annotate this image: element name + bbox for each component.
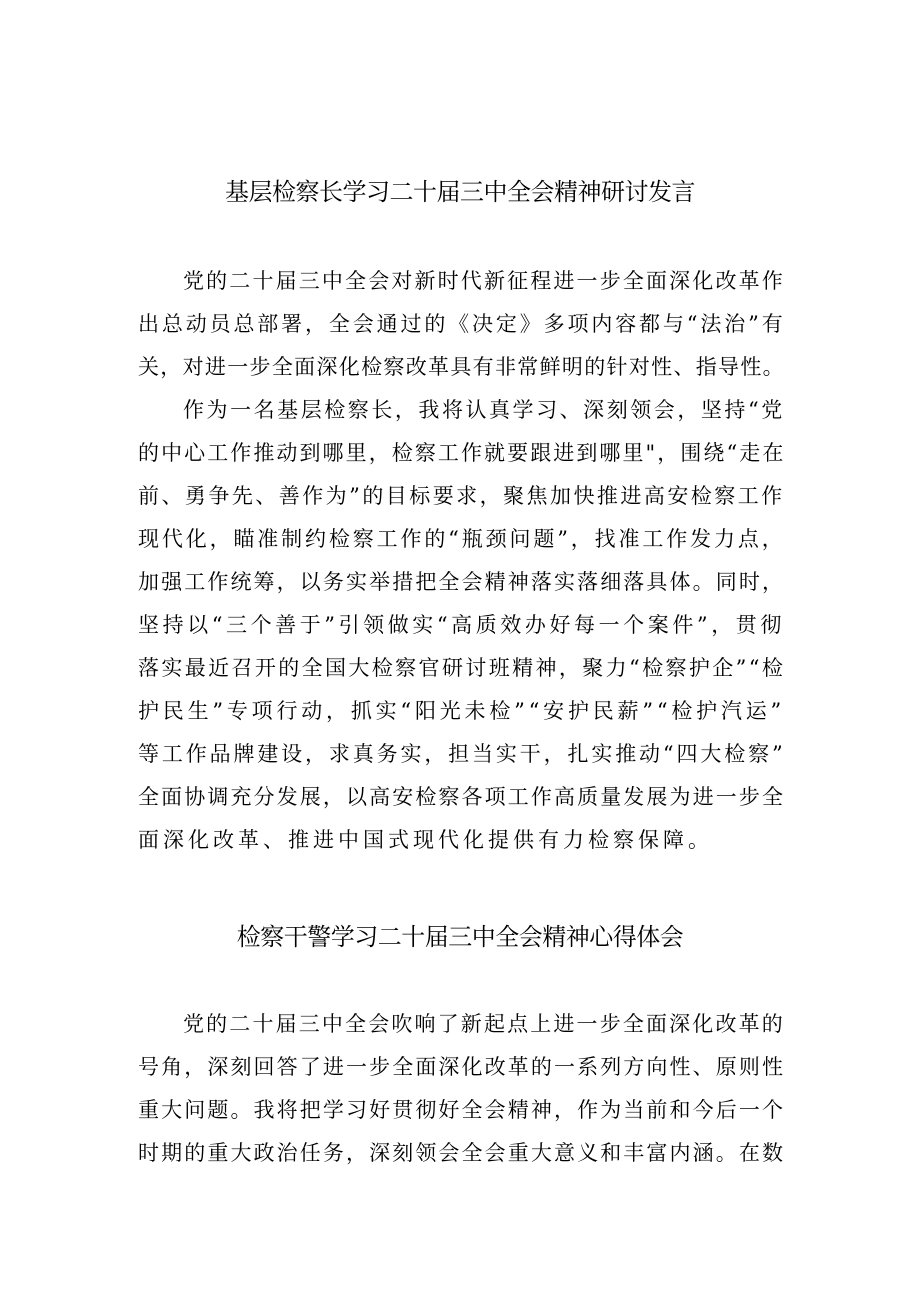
paragraph-line: 号角，深刻回答了进一步全面深化改革的一系列方向性、原则性 (138, 1055, 786, 1079)
paragraph-line: 党的二十届三中全会吹响了新起点上进一步全面深化改革的 (183, 1012, 785, 1036)
paragraph-line: 党的二十届三中全会对新时代新征程进一步全面深化改革作 (183, 269, 785, 293)
paragraph-line: 等工作品牌建设，求真务实，担当实干，扎实推动“四大检察” (138, 742, 786, 766)
paragraph-line: 现代化，瞄准制约检察工作的“瓶颈问题”，找准工作发力点， (138, 527, 786, 551)
paragraph-line: 护民生”专项行动，抓实“阳光未检”“安护民薪”“检护汽运” (138, 699, 786, 723)
paragraph-line: 的中心工作推动到哪里，检察工作就要跟进到哪里"，围绕“走在 (138, 441, 786, 465)
paragraph-line: 重大问题。我将把学习好贯彻好全会精神，作为当前和今后一个 (138, 1098, 786, 1122)
paragraph-line: 面深化改革、推进中国式现代化提供有力检察保障。 (138, 828, 713, 852)
section-2-title: 检察干警学习二十届三中全会精神心得体会 (236, 923, 684, 951)
paragraph-line: 落实最近召开的全国大检察官研讨班精神，聚力“检察护企”“检 (138, 656, 786, 680)
paragraph-line: 时期的重大政治任务，深刻领会全会重大意义和丰富内涵。在数 (138, 1141, 786, 1165)
paragraph-line: 出总动员总部署，全会通过的《决定》多项内容都与“法治”有 (138, 312, 786, 336)
paragraph-line: 坚持以“三个善于”引领做实“高质效办好每一个案件”，贯彻 (138, 613, 785, 637)
paragraph-line: 全面协调充分发展，以高安检察各项工作高质量发展为进一步全 (138, 785, 786, 809)
paragraph-line: 加强工作统筹，以务实举措把全会精神落实落细落具体。同时， (138, 570, 786, 594)
section-1-title: 基层检察长学习二十届三中全会精神研讨发言 (225, 178, 695, 206)
paragraph-line: 前、勇争先、善作为”的目标要求，聚焦加快推进高安检察工作 (138, 484, 785, 508)
paragraph-line: 关，对进一步全面深化检察改革具有非常鲜明的针对性、指导性。 (138, 355, 785, 379)
paragraph-line: 作为一名基层检察长，我将认真学习、深刻领会，坚持“党 (183, 398, 785, 422)
